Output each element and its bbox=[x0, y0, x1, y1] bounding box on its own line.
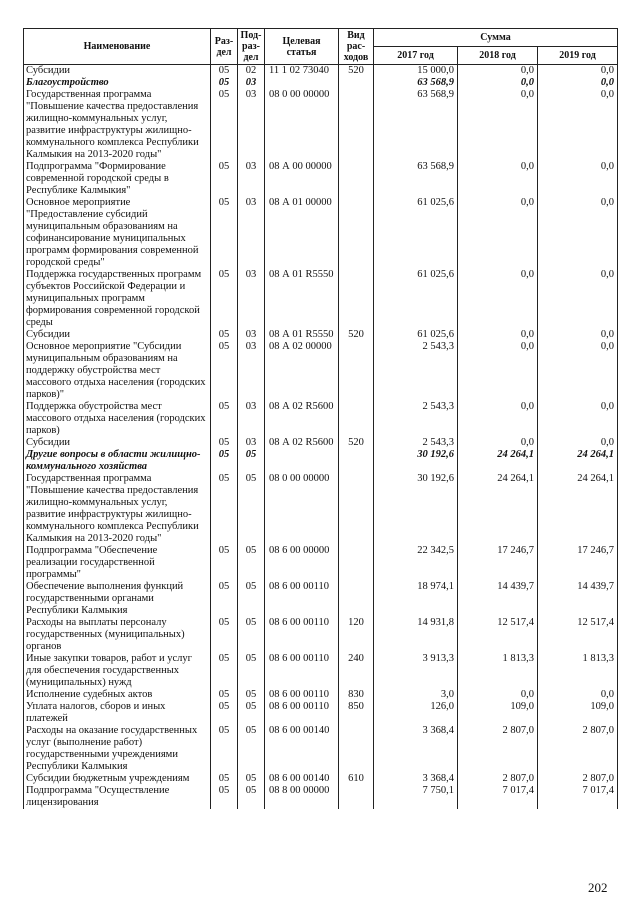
table-row bbox=[24, 437, 618, 449]
cell-vid bbox=[339, 89, 374, 161]
cell-name: Поддержка государственных программ субъектов Российской Федерации и муниципальных программ формирования современной городской среды bbox=[24, 269, 211, 329]
cell-sum-2019: 2 807,0 bbox=[538, 725, 618, 773]
cell-razdel: 05 bbox=[211, 725, 238, 773]
cell-podrazdel: 05 bbox=[238, 545, 265, 581]
cell-sum-2017: 22 342,5 bbox=[374, 545, 458, 581]
cell-sum-2017: 30 192,6 bbox=[374, 449, 458, 473]
cell-podrazdel: 03 bbox=[238, 437, 265, 449]
header-sum: Сумма bbox=[374, 29, 618, 47]
cell-sum-2019: 0,0 bbox=[538, 197, 618, 269]
cell-razdel: 05 bbox=[211, 617, 238, 653]
cell-sum-2017: 61 025,6 bbox=[374, 269, 458, 329]
cell-podrazdel: 05 bbox=[238, 725, 265, 773]
cell-sum-2018: 0,0 bbox=[458, 197, 538, 269]
cell-name: Расходы на оказание государственных услуг (выполнение работ) государственными учреждениями Республики Калмыкия bbox=[24, 725, 211, 773]
cell-sum-2018: 0,0 bbox=[458, 329, 538, 341]
cell-sum-2018: 7 017,4 bbox=[458, 785, 538, 809]
cell-sum-2017: 15 000,0 bbox=[374, 65, 458, 78]
cell-sum-2017: 3 913,3 bbox=[374, 653, 458, 689]
cell-target: 08 А 01 R5550 bbox=[265, 329, 339, 341]
header-target: Целевая статья bbox=[265, 29, 339, 65]
cell-vid: 520 bbox=[339, 437, 374, 449]
cell-sum-2018: 0,0 bbox=[458, 437, 538, 449]
cell-sum-2019: 0,0 bbox=[538, 77, 618, 89]
cell-razdel: 05 bbox=[211, 89, 238, 161]
table-row bbox=[24, 545, 618, 581]
cell-podrazdel: 03 bbox=[238, 401, 265, 437]
table-row bbox=[24, 785, 618, 809]
cell-podrazdel: 03 bbox=[238, 161, 265, 197]
cell-target: 11 1 02 73040 bbox=[265, 65, 339, 78]
cell-target: 08 6 00 00140 bbox=[265, 773, 339, 785]
cell-podrazdel: 03 bbox=[238, 197, 265, 269]
cell-sum-2019: 0,0 bbox=[538, 689, 618, 701]
cell-sum-2017: 3,0 bbox=[374, 689, 458, 701]
cell-name: Подпрограмма "Формирование современной городской среды в Республике Калмыкия" bbox=[24, 161, 211, 197]
table-body bbox=[24, 65, 618, 810]
cell-razdel: 05 bbox=[211, 689, 238, 701]
cell-vid: 830 bbox=[339, 689, 374, 701]
table-row bbox=[24, 269, 618, 329]
cell-vid bbox=[339, 269, 374, 329]
cell-sum-2019: 0,0 bbox=[538, 341, 618, 401]
cell-sum-2017: 63 568,9 bbox=[374, 161, 458, 197]
cell-name: Субсидии bbox=[24, 437, 211, 449]
table-row bbox=[24, 161, 618, 197]
cell-vid bbox=[339, 161, 374, 197]
cell-podrazdel: 02 bbox=[238, 65, 265, 78]
cell-sum-2019: 24 264,1 bbox=[538, 473, 618, 545]
cell-sum-2019: 17 246,7 bbox=[538, 545, 618, 581]
cell-target: 08 А 02 00000 bbox=[265, 341, 339, 401]
cell-target: 08 А 01 00000 bbox=[265, 197, 339, 269]
table-row bbox=[24, 617, 618, 653]
cell-sum-2018: 0,0 bbox=[458, 341, 538, 401]
cell-razdel: 05 bbox=[211, 449, 238, 473]
cell-vid bbox=[339, 401, 374, 437]
cell-podrazdel: 05 bbox=[238, 653, 265, 689]
table-row bbox=[24, 773, 618, 785]
cell-sum-2017: 7 750,1 bbox=[374, 785, 458, 809]
cell-target: 08 0 00 00000 bbox=[265, 89, 339, 161]
cell-vid bbox=[339, 473, 374, 545]
cell-sum-2017: 63 568,9 bbox=[374, 89, 458, 161]
cell-target: 08 6 00 00110 bbox=[265, 581, 339, 617]
cell-target: 08 6 00 00140 bbox=[265, 725, 339, 773]
cell-sum-2017: 2 543,3 bbox=[374, 401, 458, 437]
table-row bbox=[24, 65, 618, 78]
header-year-2017: 2017 год bbox=[374, 47, 458, 65]
cell-sum-2018: 109,0 bbox=[458, 701, 538, 725]
cell-podrazdel: 05 bbox=[238, 689, 265, 701]
cell-sum-2017: 63 568,9 bbox=[374, 77, 458, 89]
cell-name: Поддержка обустройства мест массового отдыха населения (городских парков) bbox=[24, 401, 211, 437]
cell-sum-2019: 24 264,1 bbox=[538, 449, 618, 473]
cell-name: Субсидии bbox=[24, 65, 211, 78]
cell-sum-2019: 1 813,3 bbox=[538, 653, 618, 689]
cell-vid: 610 bbox=[339, 773, 374, 785]
cell-razdel: 05 bbox=[211, 437, 238, 449]
cell-podrazdel: 03 bbox=[238, 89, 265, 161]
cell-sum-2018: 1 813,3 bbox=[458, 653, 538, 689]
cell-podrazdel: 05 bbox=[238, 449, 265, 473]
cell-podrazdel: 05 bbox=[238, 773, 265, 785]
cell-sum-2018: 0,0 bbox=[458, 77, 538, 89]
cell-sum-2019: 0,0 bbox=[538, 65, 618, 78]
cell-razdel: 05 bbox=[211, 785, 238, 809]
table-row bbox=[24, 653, 618, 689]
cell-sum-2017: 126,0 bbox=[374, 701, 458, 725]
cell-name: Субсидии бюджетным учреждениям bbox=[24, 773, 211, 785]
cell-sum-2017: 3 368,4 bbox=[374, 773, 458, 785]
cell-razdel: 05 bbox=[211, 161, 238, 197]
table-row bbox=[24, 689, 618, 701]
cell-vid: 520 bbox=[339, 329, 374, 341]
cell-vid bbox=[339, 785, 374, 809]
cell-podrazdel: 05 bbox=[238, 581, 265, 617]
cell-razdel: 05 bbox=[211, 401, 238, 437]
cell-vid bbox=[339, 197, 374, 269]
cell-vid bbox=[339, 545, 374, 581]
table-row bbox=[24, 77, 618, 89]
cell-razdel: 05 bbox=[211, 341, 238, 401]
header-year-2018: 2018 год bbox=[458, 47, 538, 65]
cell-sum-2019: 0,0 bbox=[538, 329, 618, 341]
cell-razdel: 05 bbox=[211, 773, 238, 785]
cell-sum-2018: 24 264,1 bbox=[458, 473, 538, 545]
cell-sum-2018: 0,0 bbox=[458, 689, 538, 701]
cell-vid bbox=[339, 581, 374, 617]
cell-name: Основное мероприятие "Субсидии муниципальным образованиям на поддержку обустройства мест массового отдыха населения (городских парков)" bbox=[24, 341, 211, 401]
cell-target: 08 А 01 R5550 bbox=[265, 269, 339, 329]
cell-sum-2018: 14 439,7 bbox=[458, 581, 538, 617]
cell-sum-2017: 30 192,6 bbox=[374, 473, 458, 545]
cell-vid: 240 bbox=[339, 653, 374, 689]
table-row bbox=[24, 401, 618, 437]
cell-razdel: 05 bbox=[211, 77, 238, 89]
cell-name: Уплата налогов, сборов и иных платежей bbox=[24, 701, 211, 725]
table-row bbox=[24, 581, 618, 617]
header-vid: Вид рас-ходов bbox=[339, 29, 374, 65]
cell-vid: 120 bbox=[339, 617, 374, 653]
table-row bbox=[24, 89, 618, 161]
cell-name: Государственная программа "Повышение качества предоставления жилищно-коммунальных услуг, развитие инфраструктуры жилищно-коммунального комплекса Республики Калмыкия на 2013-2020 годы" bbox=[24, 89, 211, 161]
budget-table bbox=[23, 28, 618, 809]
cell-sum-2018: 0,0 bbox=[458, 161, 538, 197]
cell-sum-2018: 24 264,1 bbox=[458, 449, 538, 473]
cell-sum-2019: 0,0 bbox=[538, 401, 618, 437]
cell-name: Иные закупки товаров, работ и услуг для обеспечения государственных (муниципальных) нужд bbox=[24, 653, 211, 689]
cell-sum-2018: 0,0 bbox=[458, 89, 538, 161]
cell-target: 08 6 00 00110 bbox=[265, 701, 339, 725]
cell-razdel: 05 bbox=[211, 701, 238, 725]
cell-sum-2017: 61 025,6 bbox=[374, 329, 458, 341]
cell-sum-2019: 0,0 bbox=[538, 89, 618, 161]
cell-podrazdel: 05 bbox=[238, 785, 265, 809]
cell-name: Исполнение судебных актов bbox=[24, 689, 211, 701]
cell-razdel: 05 bbox=[211, 269, 238, 329]
cell-sum-2017: 3 368,4 bbox=[374, 725, 458, 773]
table-row bbox=[24, 449, 618, 473]
cell-sum-2017: 14 931,8 bbox=[374, 617, 458, 653]
cell-name: Благоустройство bbox=[24, 77, 211, 89]
cell-target bbox=[265, 449, 339, 473]
cell-sum-2017: 2 543,3 bbox=[374, 341, 458, 401]
header-podrazdel: Под-раз-дел bbox=[238, 29, 265, 65]
cell-name: Государственная программа "Повышение качества предоставления жилищно-коммунальных услуг, развитие инфраструктуры жилищно-коммунального комплекса Республики Калмыкия на 2013-2020 годы" bbox=[24, 473, 211, 545]
cell-sum-2019: 2 807,0 bbox=[538, 773, 618, 785]
cell-sum-2018: 2 807,0 bbox=[458, 773, 538, 785]
cell-razdel: 05 bbox=[211, 581, 238, 617]
cell-target: 08 А 00 00000 bbox=[265, 161, 339, 197]
cell-target: 08 6 00 00110 bbox=[265, 617, 339, 653]
table-header bbox=[24, 29, 618, 65]
cell-podrazdel: 03 bbox=[238, 77, 265, 89]
cell-vid bbox=[339, 341, 374, 401]
cell-sum-2018: 0,0 bbox=[458, 65, 538, 78]
header-year-2019: 2019 год bbox=[538, 47, 618, 65]
cell-podrazdel: 05 bbox=[238, 473, 265, 545]
header-razdel: Раз-дел bbox=[211, 29, 238, 65]
cell-target: 08 А 02 R5600 bbox=[265, 437, 339, 449]
header-name: Наименование bbox=[24, 29, 211, 65]
cell-sum-2019: 7 017,4 bbox=[538, 785, 618, 809]
cell-razdel: 05 bbox=[211, 473, 238, 545]
cell-podrazdel: 03 bbox=[238, 329, 265, 341]
cell-razdel: 05 bbox=[211, 329, 238, 341]
cell-razdel: 05 bbox=[211, 653, 238, 689]
cell-sum-2018: 0,0 bbox=[458, 269, 538, 329]
cell-razdel: 05 bbox=[211, 545, 238, 581]
cell-name: Основное мероприятие "Предоставление субсидий муниципальным образованиям на софинансирование муниципальных программ формирования современной городской среды" bbox=[24, 197, 211, 269]
cell-name: Подпрограмма "Осуществление лицензирования bbox=[24, 785, 211, 809]
cell-sum-2017: 61 025,6 bbox=[374, 197, 458, 269]
cell-sum-2019: 14 439,7 bbox=[538, 581, 618, 617]
cell-target: 08 8 00 00000 bbox=[265, 785, 339, 809]
cell-sum-2018: 0,0 bbox=[458, 401, 538, 437]
table-row bbox=[24, 701, 618, 725]
cell-sum-2019: 0,0 bbox=[538, 161, 618, 197]
table-row bbox=[24, 329, 618, 341]
cell-name: Другие вопросы в области жилищно-коммунального хозяйства bbox=[24, 449, 211, 473]
cell-sum-2018: 12 517,4 bbox=[458, 617, 538, 653]
cell-sum-2017: 18 974,1 bbox=[374, 581, 458, 617]
cell-target: 08 6 00 00110 bbox=[265, 689, 339, 701]
table-row bbox=[24, 197, 618, 269]
table-row bbox=[24, 341, 618, 401]
cell-podrazdel: 05 bbox=[238, 617, 265, 653]
cell-sum-2017: 2 543,3 bbox=[374, 437, 458, 449]
cell-sum-2018: 17 246,7 bbox=[458, 545, 538, 581]
cell-sum-2019: 109,0 bbox=[538, 701, 618, 725]
cell-target: 08 6 00 00110 bbox=[265, 653, 339, 689]
cell-target: 08 А 02 R5600 bbox=[265, 401, 339, 437]
table-row bbox=[24, 473, 618, 545]
cell-name: Субсидии bbox=[24, 329, 211, 341]
cell-target bbox=[265, 77, 339, 89]
page-number: 202 bbox=[588, 880, 608, 895]
cell-vid bbox=[339, 77, 374, 89]
cell-vid bbox=[339, 449, 374, 473]
cell-sum-2018: 2 807,0 bbox=[458, 725, 538, 773]
cell-vid bbox=[339, 725, 374, 773]
cell-razdel: 05 bbox=[211, 65, 238, 78]
cell-vid: 520 bbox=[339, 65, 374, 78]
cell-podrazdel: 03 bbox=[238, 341, 265, 401]
cell-sum-2019: 0,0 bbox=[538, 269, 618, 329]
cell-name: Подпрограмма "Обеспечение реализации государственной программы" bbox=[24, 545, 211, 581]
cell-name: Расходы на выплаты персоналу государственных (муниципальных) органов bbox=[24, 617, 211, 653]
cell-podrazdel: 03 bbox=[238, 269, 265, 329]
table-row bbox=[24, 725, 618, 773]
cell-vid: 850 bbox=[339, 701, 374, 725]
cell-razdel: 05 bbox=[211, 197, 238, 269]
cell-sum-2019: 0,0 bbox=[538, 437, 618, 449]
cell-name: Обеспечение выполнения функций государственными органами Республики Калмыкия bbox=[24, 581, 211, 617]
cell-podrazdel: 05 bbox=[238, 701, 265, 725]
cell-target: 08 6 00 00000 bbox=[265, 545, 339, 581]
cell-sum-2019: 12 517,4 bbox=[538, 617, 618, 653]
cell-target: 08 0 00 00000 bbox=[265, 473, 339, 545]
